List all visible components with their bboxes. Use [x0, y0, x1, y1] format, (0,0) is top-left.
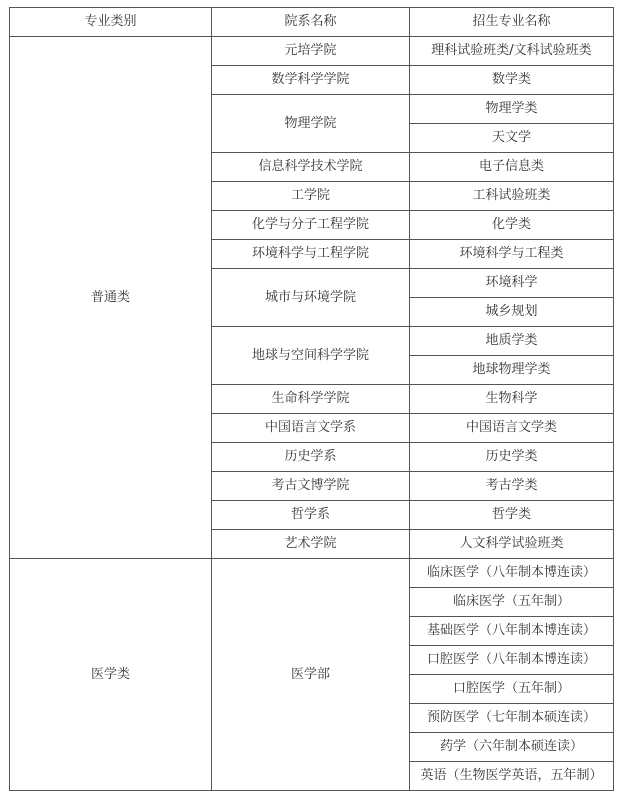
school-cell: 中国语言文学系: [212, 414, 410, 443]
major-cell: 地质学类: [410, 327, 614, 356]
school-cell: 考古文博学院: [212, 472, 410, 501]
school-cell: 历史学系: [212, 443, 410, 472]
major-cell: 药学（六年制本硕连读）: [410, 733, 614, 762]
table-row: [10, 37, 614, 66]
header-school: 院系名称: [212, 8, 410, 37]
category-cell: 医学类: [10, 559, 212, 791]
major-cell: 地球物理学类: [410, 356, 614, 385]
category-cell: 普通类: [10, 37, 212, 559]
major-cell: 天文学: [410, 124, 614, 153]
major-cell: 口腔医学（八年制本博连读）: [410, 646, 614, 675]
school-cell: 数学科学学院: [212, 66, 410, 95]
major-cell: 环境科学: [410, 269, 614, 298]
school-cell: 医学部: [212, 559, 410, 791]
major-cell: 哲学类: [410, 501, 614, 530]
major-cell: 生物科学: [410, 385, 614, 414]
major-cell: 城乡规划: [410, 298, 614, 327]
school-cell: 工学院: [212, 182, 410, 211]
major-cell: 人文科学试验班类: [410, 530, 614, 559]
major-cell: 中国语言文学类: [410, 414, 614, 443]
major-cell: 临床医学（五年制）: [410, 588, 614, 617]
major-cell: 临床医学（八年制本博连读）: [410, 559, 614, 588]
major-cell: 电子信息类: [410, 153, 614, 182]
header-major: 招生专业名称: [410, 8, 614, 37]
major-cell: 基础医学（八年制本博连读）: [410, 617, 614, 646]
major-cell: 环境科学与工程类: [410, 240, 614, 269]
table-row: [10, 559, 614, 588]
school-cell: 艺术学院: [212, 530, 410, 559]
header-category: 专业类别: [10, 8, 212, 37]
major-cell: 历史学类: [410, 443, 614, 472]
school-cell: 环境科学与工程学院: [212, 240, 410, 269]
major-cell: 工科试验班类: [410, 182, 614, 211]
school-cell: 信息科学技术学院: [212, 153, 410, 182]
school-cell: 物理学院: [212, 95, 410, 153]
major-cell: 化学类: [410, 211, 614, 240]
school-cell: 城市与环境学院: [212, 269, 410, 327]
major-cell: 数学类: [410, 66, 614, 95]
admissions-table: [9, 7, 614, 791]
major-cell: 理科试验班类/文科试验班类: [410, 37, 614, 66]
major-cell: 物理学类: [410, 95, 614, 124]
school-cell: 化学与分子工程学院: [212, 211, 410, 240]
major-cell: 预防医学（七年制本硕连读）: [410, 704, 614, 733]
header-row: [10, 8, 614, 37]
major-cell: 口腔医学（五年制）: [410, 675, 614, 704]
school-cell: 哲学系: [212, 501, 410, 530]
major-cell: 考古学类: [410, 472, 614, 501]
school-cell: 地球与空间科学学院: [212, 327, 410, 385]
school-cell: 生命科学学院: [212, 385, 410, 414]
major-cell: 英语（生物医学英语，五年制）: [410, 762, 614, 791]
school-cell: 元培学院: [212, 37, 410, 66]
